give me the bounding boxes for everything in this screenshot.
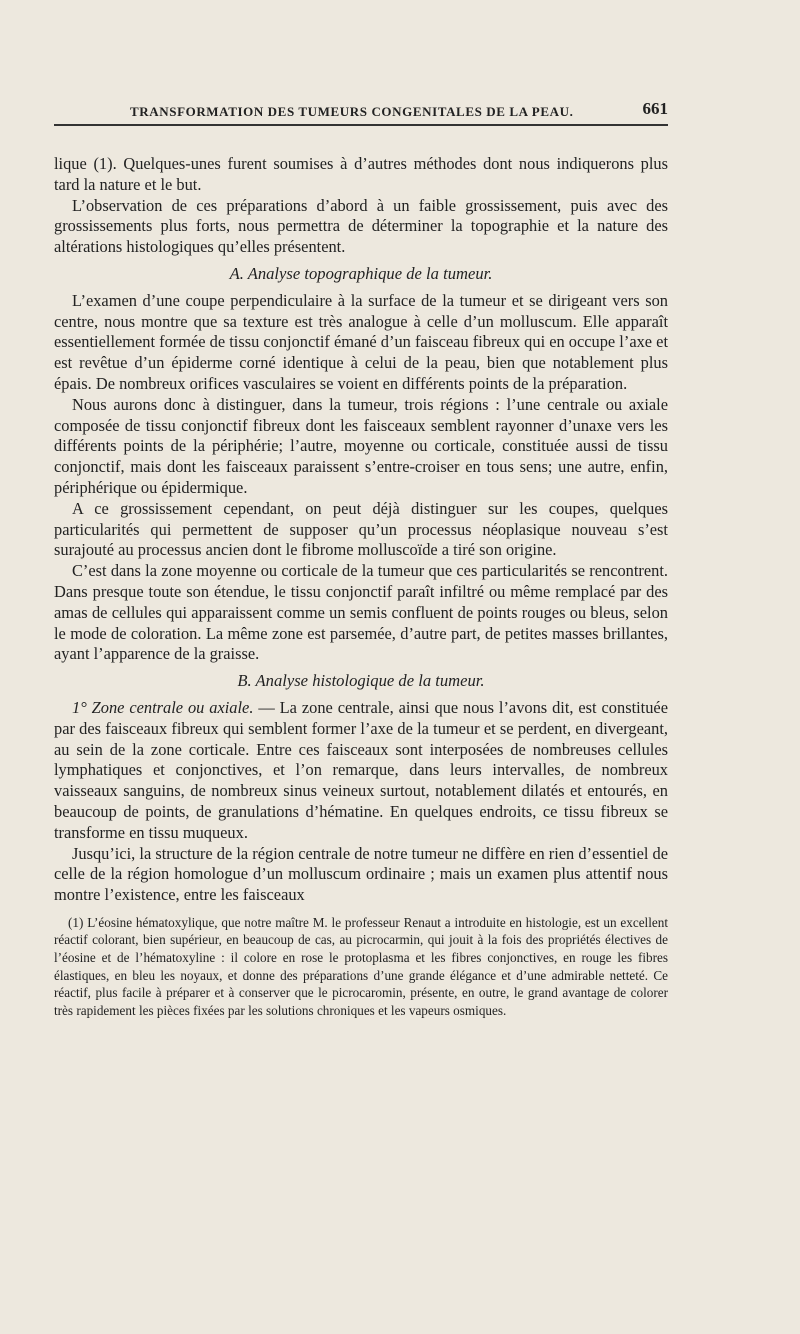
paragraph-2: L’observation de ces préparations d’abord à un faible grossissement, puis avec des grossissements plus forts, nous permettra de déterminer la topographie et la nature des altérations histologiques qu’elles présentent.	[54, 195, 668, 257]
book-page	[54, 96, 668, 1019]
page-number: 661	[642, 99, 668, 118]
running-title: TRANSFORMATION DES TUMEURS CONGENITALES DE LA PEAU.	[130, 104, 574, 119]
section-heading-b: B. Analyse histologique de la tumeur.	[237, 671, 485, 691]
paragraph-1: lique (1). Quelques-unes furent soumises à d’autres méthodes dont nous indiquerons plus tard la nature et le but.	[54, 154, 668, 194]
subheading-zone-centrale: 1° Zone centrale ou axiale.	[72, 697, 254, 717]
paragraph-4: Nous aurons donc à distinguer, dans la tumeur, trois régions : l’une centrale ou axiale composée de tissu conjonctif fibreux dont les faisceaux semblent rayonner d’unaxe vers les différents points de la périphérie; l’autre, moyenne ou corticale, constituée aussi de tissu conjonctif, mais dont les faisceaux paraissent s’entre-croiser en tous sens; une autre, enfin, périphérique ou épidermique.	[54, 394, 668, 497]
paragraph-3: L’examen d’une coupe perpendiculaire à la surface de la tumeur et se dirigeant vers son centre, nous montre que sa texture est très analogue à celle d’un molluscum. Elle apparaît essentiellement formée de tissu conjonctif émané d’un faisceau fibreux qui en occupe l’axe et est revêtue d’un épiderme corné identique à celui de la peau, bien que notablement plus épais. De nombreux orifices vasculaires se voient en différents points de la préparation.	[54, 290, 668, 393]
paragraph-8: Jusqu’ici, la structure de la région centrale de notre tumeur ne diffère en rien d’essentiel de celle de la région homologue d’un molluscum ordinaire ; mais un examen plus attentif nous montre l’existence, entre les faisceaux	[54, 843, 668, 905]
section-heading-a: A. Analyse topographique de la tumeur.	[229, 263, 493, 283]
paragraph-7-text: — La zone centrale, ainsi que nous l’avons dit, est constituée par des faisceaux fibreux qui semblent former l’axe de la tumeur et se perdent, en divergeant, au sein de la zone corticale. Entre ces faisceaux sont interposées de nombreuses cellules lymphatiques et conjonctives, et l’on remarque, dans leurs intervalles, de nombreux vaisseaux sanguins, de nombreux sinus veineux surtout, notablement dilatés et entourés, en beaucoup de points, de granulations d’hématine. En quelques endroits, ce tissu fibreux se transforme en tissu muqueux.	[54, 697, 668, 842]
footnote-text: (1) L’éosine hématoxylique, que notre maître M. le professeur Renaut a introduite en histologie, est un excellent réactif colorant, bien supérieur, en beaucoup de cas, au picrocarmin, qui jouit à la fois des propriétés électives de l’éosine et de l’hématoxyline : il colore en rose le protoplasma et les fibres conjonctives, en rouge les fibres élastiques, en bleu les noyaux, et donne des préparations d’une grande élégance et d’une admirable netteté. Ce réactif, plus facile à préparer et à conserver que le picrocaromin, présente, en outre, le grand avantage de colorer très rapidement les pièces fixées par les solutions chroniques et les vapeurs osmiques.	[54, 914, 668, 1018]
paragraph-6: C’est dans la zone moyenne ou corticale de la tumeur que ces particularités se rencontrent. Dans presque toute son étendue, le tissu conjonctif paraît infiltré ou même remplacé par des amas de cellules qui apparaissent comme un semis confluent de points rouges ou bleus, selon le mode de coloration. La même zone est parsemée, d’autre part, de petites masses brillantes, ayant l’apparence de la graisse.	[54, 561, 668, 664]
running-header	[54, 96, 668, 126]
paragraph-5: A ce grossissement cependant, on peut déjà distinguer sur les coupes, quelques particularités qui permettent de supposer qu’un processus néoplasique nouveau s’est surajouté au processus ancien dont le fibrome molluscoïde a tiré son origine.	[54, 498, 668, 560]
paragraph-7	[54, 698, 668, 844]
main-text	[54, 154, 668, 906]
footnote	[54, 914, 668, 1020]
